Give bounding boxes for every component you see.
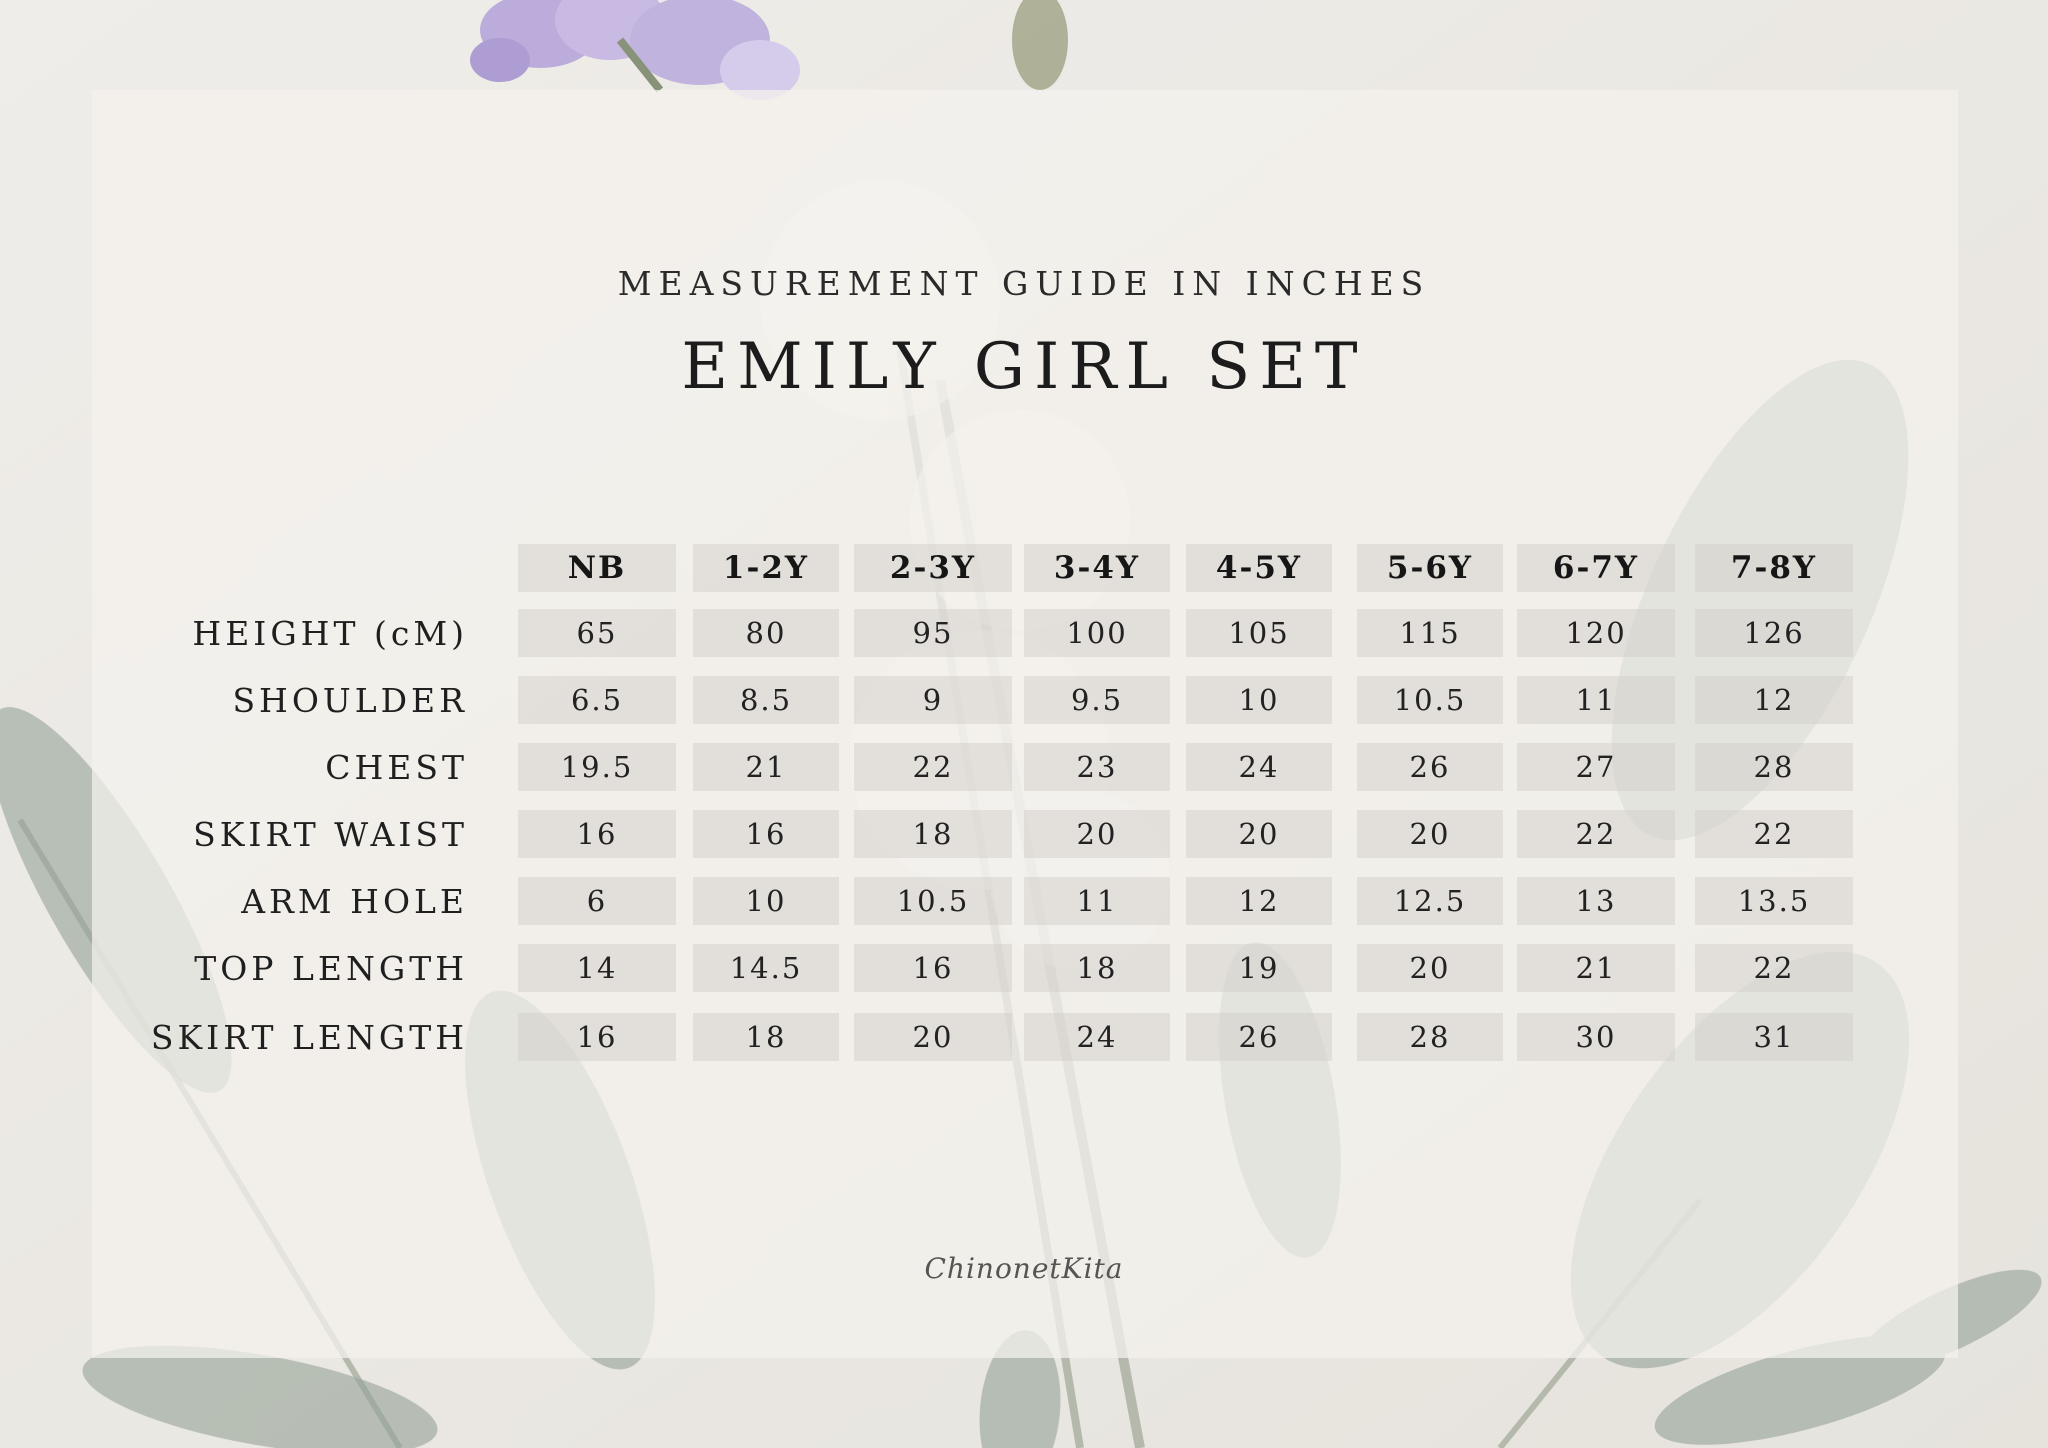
row-label: SHOULDER	[232, 680, 468, 720]
brand-signature-logo: ChinonetKita	[924, 1252, 1124, 1285]
table-cell: 9.5	[1024, 676, 1170, 724]
table-cell: 20	[1186, 810, 1332, 858]
table-cell: 22	[1695, 810, 1853, 858]
table-cell: 26	[1186, 1013, 1332, 1061]
table-cell: 27	[1517, 743, 1675, 791]
table-cell: 13.5	[1695, 877, 1853, 925]
column-header: 6-7Y	[1517, 544, 1675, 592]
table-cell: 18	[693, 1013, 839, 1061]
product-title: EMILY GIRL SET	[681, 330, 1367, 404]
table-cell: 16	[693, 810, 839, 858]
table-cell: 126	[1695, 609, 1853, 657]
table-cell: 12	[1695, 676, 1853, 724]
table-cell: 18	[854, 810, 1012, 858]
table-cell: 19	[1186, 944, 1332, 992]
table-cell: 10	[1186, 676, 1332, 724]
table-cell: 24	[1024, 1013, 1170, 1061]
column-header: 3-4Y	[1024, 544, 1170, 592]
row-label: ARM HOLE	[241, 881, 468, 921]
column-header: 1-2Y	[693, 544, 839, 592]
table-cell: 20	[1357, 810, 1503, 858]
column-header: 5-6Y	[1357, 544, 1503, 592]
table-cell: 31	[1695, 1013, 1853, 1061]
column-header: 4-5Y	[1186, 544, 1332, 592]
table-cell: 20	[1024, 810, 1170, 858]
table-cell: 95	[854, 609, 1012, 657]
table-cell: 14	[518, 944, 676, 992]
table-cell: 9	[854, 676, 1012, 724]
table-cell: 11	[1024, 877, 1170, 925]
table-cell: 30	[1517, 1013, 1675, 1061]
table-cell: 22	[1695, 944, 1853, 992]
table-cell: 105	[1186, 609, 1332, 657]
table-cell: 21	[693, 743, 839, 791]
table-cell: 21	[1517, 944, 1675, 992]
table-cell: 11	[1517, 676, 1675, 724]
row-label: SKIRT LENGTH	[150, 1017, 468, 1057]
table-cell: 10	[693, 877, 839, 925]
table-cell: 18	[1024, 944, 1170, 992]
table-cell: 6	[518, 877, 676, 925]
row-label: HEIGHT (cM)	[192, 613, 468, 653]
row-label: SKIRT WAIST	[193, 814, 468, 854]
table-cell: 26	[1357, 743, 1503, 791]
table-cell: 28	[1695, 743, 1853, 791]
table-cell: 19.5	[518, 743, 676, 791]
column-header: 2-3Y	[854, 544, 1012, 592]
table-cell: 10.5	[1357, 676, 1503, 724]
table-cell: 13	[1517, 877, 1675, 925]
guide-subtitle: MEASUREMENT GUIDE IN INCHES	[617, 264, 1431, 303]
table-cell: 10.5	[854, 877, 1012, 925]
table-cell: 16	[854, 944, 1012, 992]
table-cell: 6.5	[518, 676, 676, 724]
table-cell: 120	[1517, 609, 1675, 657]
column-header: 7-8Y	[1695, 544, 1853, 592]
table-cell: 20	[1357, 944, 1503, 992]
row-label: TOP LENGTH	[194, 948, 468, 988]
table-cell: 12	[1186, 877, 1332, 925]
column-header: NB	[518, 544, 676, 592]
table-cell: 22	[854, 743, 1012, 791]
table-cell: 12.5	[1357, 877, 1503, 925]
table-cell: 16	[518, 810, 676, 858]
row-label: CHEST	[325, 747, 468, 787]
table-cell: 80	[693, 609, 839, 657]
table-cell: 14.5	[693, 944, 839, 992]
table-cell: 20	[854, 1013, 1012, 1061]
table-cell: 28	[1357, 1013, 1503, 1061]
table-cell: 100	[1024, 609, 1170, 657]
table-cell: 24	[1186, 743, 1332, 791]
table-cell: 22	[1517, 810, 1675, 858]
table-cell: 23	[1024, 743, 1170, 791]
table-cell: 8.5	[693, 676, 839, 724]
table-cell: 16	[518, 1013, 676, 1061]
table-cell: 65	[518, 609, 676, 657]
table-cell: 115	[1357, 609, 1503, 657]
